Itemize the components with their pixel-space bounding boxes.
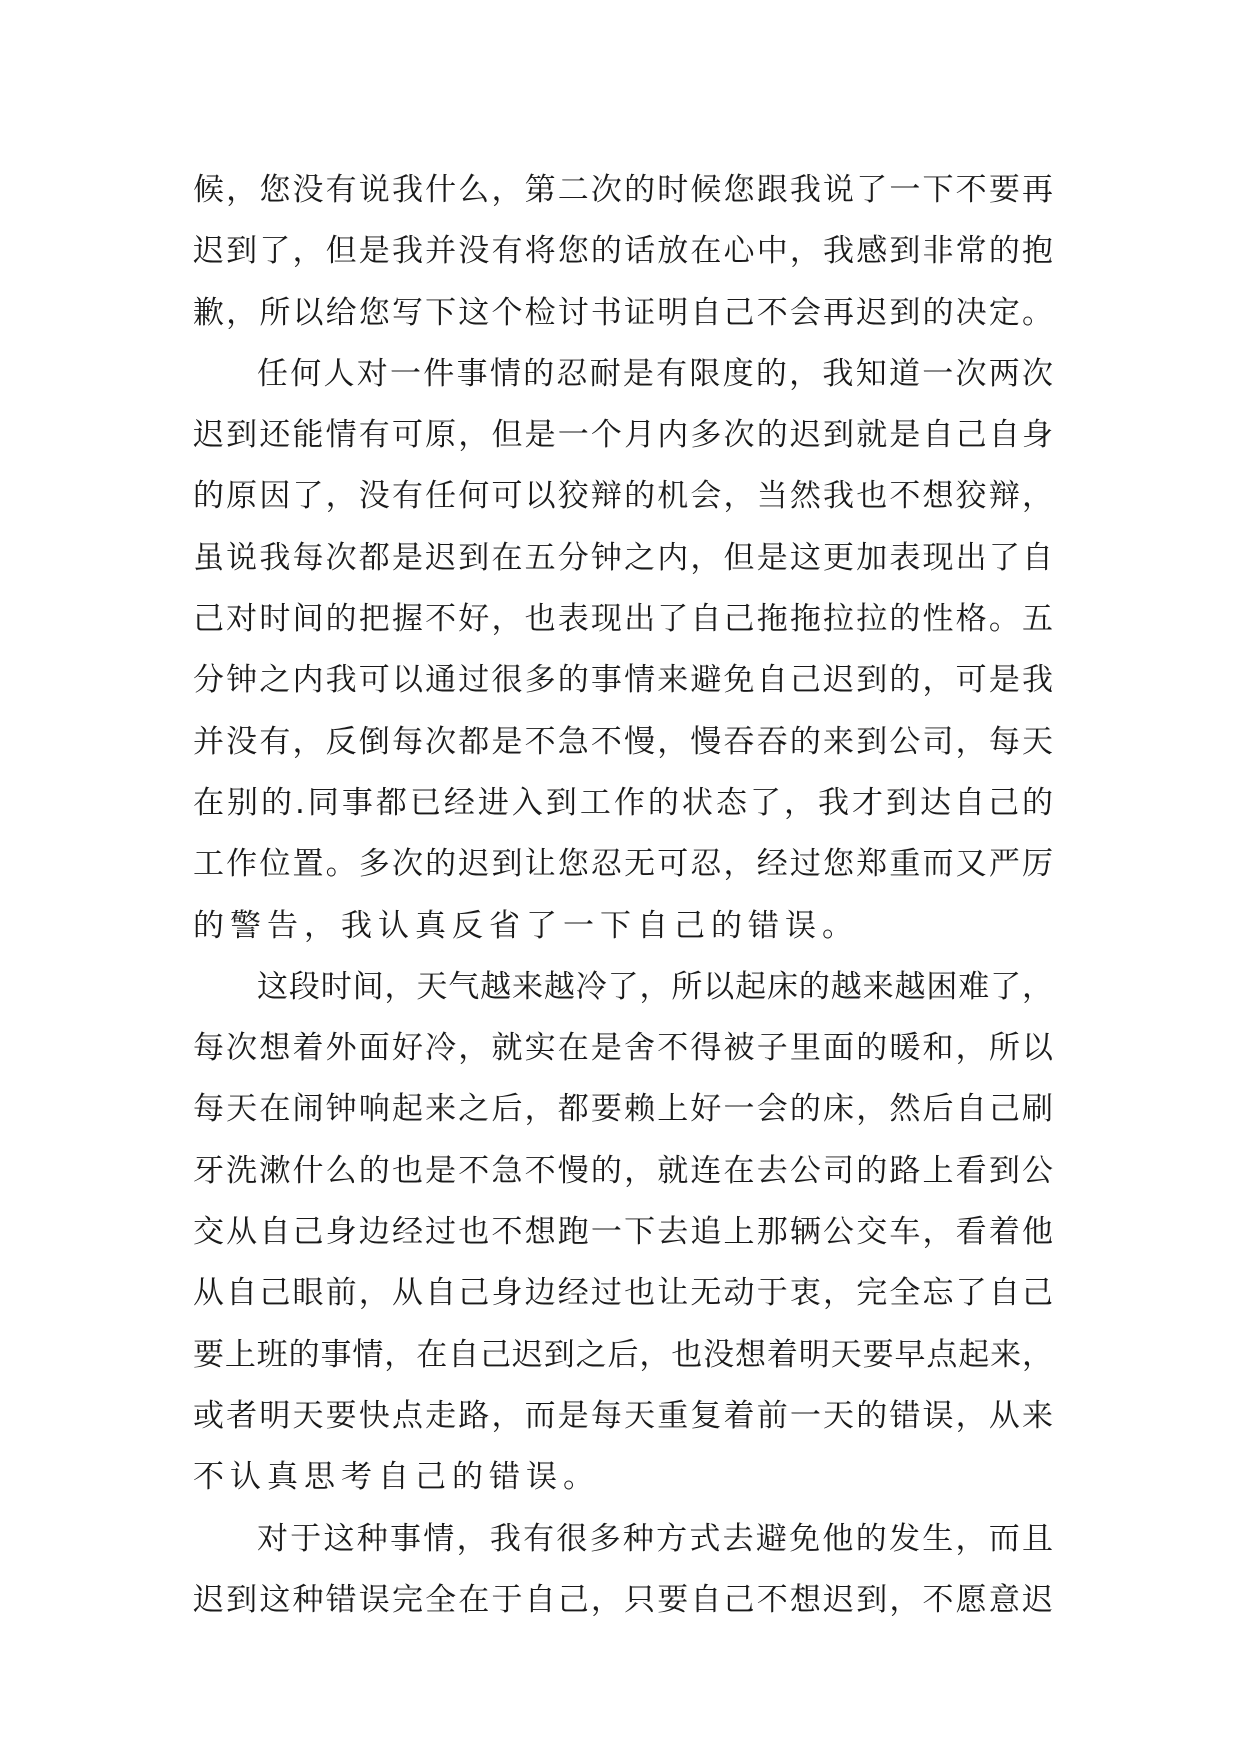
text-line: 工作位置。多次的迟到让您忍无可忍，经过您郑重而又严厉 xyxy=(193,846,1053,883)
text-line: 要上班的事情，在自己迟到之后，也没想着明天要早点起来， xyxy=(193,1336,1053,1373)
text-line: 分钟之内我可以通过很多的事情来避免自己迟到的，可是我 xyxy=(193,662,1053,699)
text-line: 在别的.同事都已经进入到工作的状态了，我才到达自己的 xyxy=(193,784,1053,821)
text-line: 每天在闹钟响起来之后，都要赖上好一会的床，然后自己刷 xyxy=(193,1091,1053,1128)
text-line: 从自己眼前，从自己身边经过也让无动于衷，完全忘了自己 xyxy=(193,1275,1053,1312)
text-line: 并没有，反倒每次都是不急不慢，慢吞吞的来到公司，每天 xyxy=(193,723,1053,760)
text-line: 或者明天要快点走路，而是每天重复着前一天的错误，从来 xyxy=(193,1397,1053,1434)
text-line: 每次想着外面好冷，就实在是舍不得被子里面的暖和，所以 xyxy=(193,1030,1053,1067)
paragraph-first-line: 这段时间，天气越来越冷了，所以起床的越来越困难了， xyxy=(257,968,1053,1005)
text-line: 牙洗漱什么的也是不急不慢的，就连在去公司的路上看到公 xyxy=(193,1152,1053,1189)
text-line: 的原因了，没有任何可以狡辩的机会，当然我也不想狡辩， xyxy=(193,478,1053,515)
text-line: 歉，所以给您写下这个检讨书证明自己不会再迟到的决定。 xyxy=(193,294,1053,331)
paragraph-last-line: 的警告，我认真反省了一下自己的错误。 xyxy=(193,907,859,944)
text-line: 迟到了，但是我并没有将您的话放在心中，我感到非常的抱 xyxy=(193,233,1053,270)
text-line: 迟到还能情有可原，但是一个月内多次的迟到就是自己自身 xyxy=(193,417,1053,454)
text-line: 候，您没有说我什么，第二次的时候您跟我说了一下不要再 xyxy=(193,172,1053,208)
text-line: 己对时间的把握不好，也表现出了自己拖拖拉拉的性格。五 xyxy=(193,601,1053,638)
text-line: 交从自己身边经过也不想跑一下去追上那辆公交车，看着他 xyxy=(193,1214,1053,1251)
text-line: 虽说我每次都是迟到在五分钟之内，但是这更加表现出了自 xyxy=(193,539,1053,576)
text-line: 迟到这种错误完全在于自己，只要自己不想迟到，不愿意迟 xyxy=(193,1581,1053,1618)
paragraph-last-line: 不认真思考自己的错误。 xyxy=(193,1459,600,1496)
paragraph-first-line: 对于这种事情，我有很多种方式去避免他的发生，而且 xyxy=(257,1520,1053,1557)
paragraph-first-line: 任何人对一件事情的忍耐是有限度的，我知道一次两次 xyxy=(257,355,1053,392)
body-text xyxy=(193,160,1053,1631)
